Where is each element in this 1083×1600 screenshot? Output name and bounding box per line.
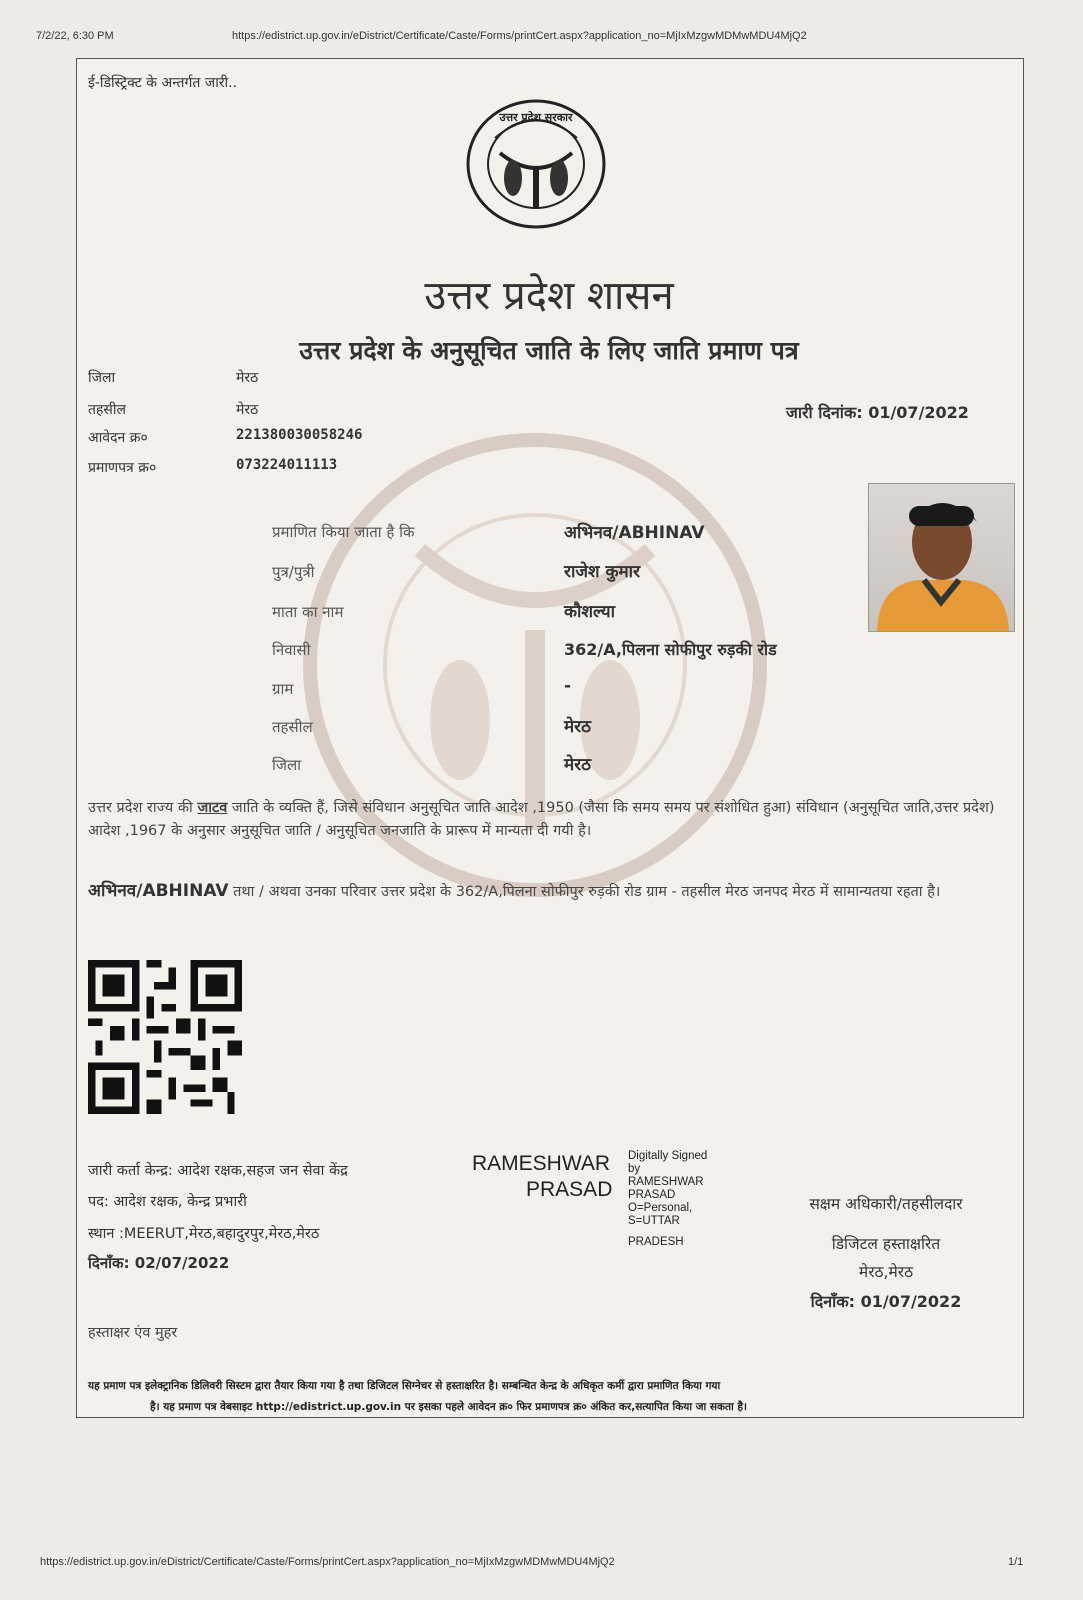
tehsil-value: मेरठ <box>236 402 259 418</box>
qr-code-icon[interactable] <box>88 960 242 1114</box>
person-photo-icon <box>869 484 1014 631</box>
issuer-post: पद: आदेश रक्षक, केन्द्र प्रभारी <box>88 1194 247 1210</box>
seal-label: हस्ताक्षर एंव मुहर <box>88 1325 178 1341</box>
caste-name: जाटव <box>197 800 228 816</box>
certificate-subtitle: उत्तर प्रदेश के अनुसूचित जाति के लिए जाति प्रमाण पत्र <box>299 336 799 365</box>
dsig-line: PRASAD <box>628 1189 676 1201</box>
residence-name: अभिनव/ABHINAV <box>88 881 229 901</box>
officer-title: सक्षम अधिकारी/तहसीलदार <box>809 1195 963 1213</box>
field-value-village: - <box>564 676 572 696</box>
field-label-certified: प्रमाणित किया जाता है कि <box>272 523 415 541</box>
issue-date: जारी दिनांक: 01/07/2022 <box>786 403 969 422</box>
dsig-line: S=UTTAR <box>628 1215 680 1227</box>
caste-statement-a: उत्तर प्रदेश राज्य की <box>88 800 198 816</box>
dsig-line: by <box>628 1163 641 1175</box>
issuer-center: जारी कर्ता केन्द्र: आदेश रक्षक,सहज जन सेवा केंद्र <box>88 1163 348 1179</box>
field-value-name: अभिनव/ABHINAV <box>564 523 705 543</box>
caste-statement <box>88 797 1016 843</box>
field-value-tehsil: मेरठ <box>564 717 591 737</box>
dsig-line: O=Personal, <box>628 1202 693 1214</box>
issuer-place: स्थान :MEERUT,मेरठ,बहादुरपुर,मेरठ,मेरठ <box>88 1226 320 1242</box>
field-value-address: 362/A,पिलना सोफीपुर रुड़की रोड <box>564 640 777 659</box>
field-label-mother: माता का नाम <box>272 603 344 621</box>
residence-statement <box>88 880 1016 904</box>
certificate-no-value: 073224011113 <box>236 457 338 473</box>
field-label-son-daughter: पुत्र/पुत्री <box>272 563 315 581</box>
emblem-text: उत्तर प्रदेश सरकार <box>499 111 573 124</box>
dsig-line: RAMESHWAR <box>628 1176 704 1188</box>
footer-line1: यह प्रमाण पत्र इलेक्ट्रानिक डिलिवरी सिस्टम द्वारा तैयार किया गया है तथा डिजिटल सिग्नेचर से हस्ताक्षरित है। सम्बन्धित केन्द्र के अधिकृत कर्मी द्वारा प्रमाणित किया गया <box>88 1380 721 1392</box>
application-no-label: आवेदन क्र० <box>88 430 148 446</box>
field-label-resident: निवासी <box>272 641 311 659</box>
district-label: जिला <box>88 370 116 386</box>
caste-statement-b: जाति के व्यक्ति हैं, जिसे संविधान अनुसूचित जाति आदेश ,1950 (जैसा कि समय समय पर संशोधित हुआ) संविधान (अनुसूचित जाति,उत्तर प्रदेश) आदेश ,1967 के अनुसार अनुसूचित जाति / अनुसूचित जनजाति के प्रारूप में मान्यता दी गयी है। <box>88 800 995 839</box>
print-url-top: https://edistrict.up.gov.in/eDistrict/Certificate/Caste/Forms/printCert.aspx?application_no=MjIxMzgwMDMwMDU4MjQ2 <box>232 30 807 42</box>
govt-title: उत्तर प्रदेश शासन <box>424 273 674 319</box>
officer-place: मेरठ,मेरठ <box>858 1263 914 1281</box>
issuer-date: दिनाँक: 02/07/2022 <box>88 1254 230 1272</box>
print-timestamp: 7/2/22, 6:30 PM <box>36 30 114 42</box>
field-value-district: मेरठ <box>564 755 591 775</box>
tehsil-label: तहसील <box>88 402 126 418</box>
field-value-father: राजेश कुमार <box>564 562 641 582</box>
dsig-name-line1: RAMESHWAR <box>472 1152 611 1175</box>
print-url-bottom: https://edistrict.up.gov.in/eDistrict/Certificate/Caste/Forms/printCert.aspx?application_no=MjIxMzgwMDMwMDU4MjQ2 <box>40 1556 615 1568</box>
issued-under-text: ई-डिस्ट्रिक्ट के अन्तर्गत जारी.. <box>88 75 238 91</box>
field-value-mother: कौशल्या <box>564 602 616 622</box>
print-page-number: 1/1 <box>1008 1556 1024 1568</box>
dsig-name-line2: PRASAD <box>526 1178 613 1201</box>
dsig-line: PRADESH <box>628 1236 684 1248</box>
application-no-value: 221380030058246 <box>236 427 363 443</box>
field-label-tehsil: तहसील <box>272 718 313 736</box>
district-value: मेरठ <box>236 370 259 386</box>
dsig-line: Digitally Signed <box>628 1150 708 1162</box>
applicant-photo <box>868 483 1015 632</box>
field-label-district: जिला <box>272 756 302 774</box>
certificate-no-label: प्रमाणपत्र क्र० <box>88 460 157 476</box>
officer-signed: डिजिटल हस्ताक्षरित <box>831 1235 941 1253</box>
field-label-village: ग्राम <box>272 680 294 698</box>
residence-text: तथा / अथवा उनका परिवार उत्तर प्रदेश के 362/A,पिलना सोफीपुर रुड़की रोड ग्राम - तहसील मेरठ जनपद मेरठ में सामान्यतया रहता है। <box>228 884 941 900</box>
footer-line2: है। यह प्रमाण पत्र वेबसाइट http://edistrict.up.gov.in पर इसका पहले आवेदन क्र० फिर प्रमाणपत्र क्र० अंकित कर,सत्यापित किया जा सकता है। <box>150 1401 747 1413</box>
officer-date: दिनाँक: 01/07/2022 <box>810 1292 962 1311</box>
dsig-details <box>628 1150 707 1249</box>
